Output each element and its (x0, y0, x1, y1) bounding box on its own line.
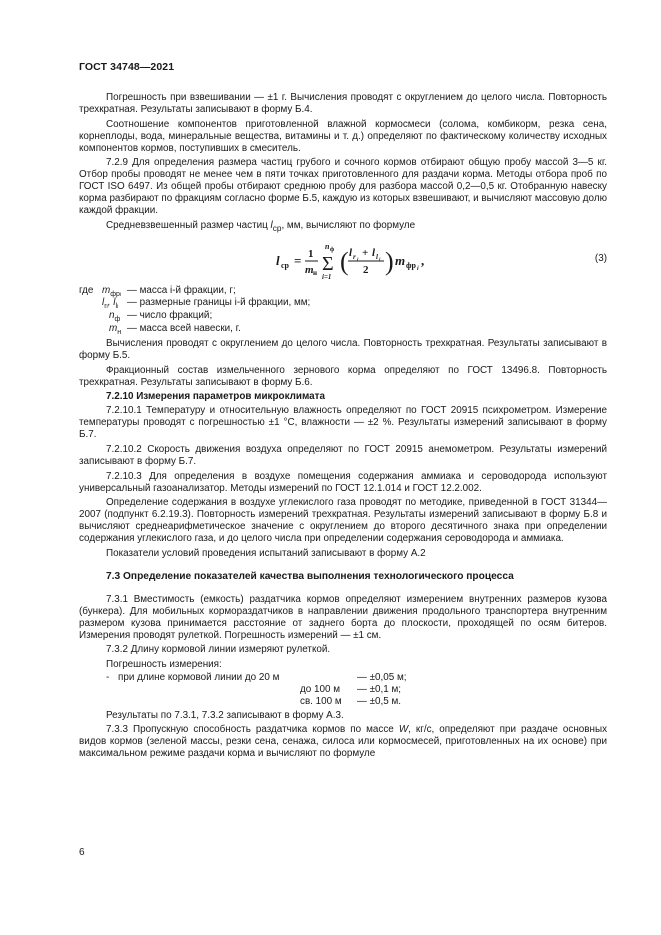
formula-sigma: Σ (322, 252, 334, 275)
formula-den: 2 (363, 263, 369, 276)
legend-symbol: $m_н$ (109, 322, 122, 336)
error-label: до 100 м (300, 683, 341, 695)
error-row (79, 672, 607, 684)
paragraph: 7.2.10.1 Температуру и относительную влажность определяют по ГОСТ 20915 психрометром. Измерение температуры проводят с погрешностью ±1 °С, влажности — ±2 %. Результаты измерений записывают в форму Б.7. (79, 405, 607, 441)
formula-sum-upper-sub: ф (330, 246, 335, 253)
legend-symbol: $m_{фрi}$ (102, 284, 122, 298)
error-row (79, 696, 607, 708)
paragraph: Погрешность измерения: (106, 658, 222, 670)
formula-equals: = (294, 252, 302, 268)
legend-where-word: где (79, 284, 94, 296)
paragraph: 7.3.3 Пропускную способность раздатчика кормов по массе W, кг/с, определяют при раздаче основных видов кормов (зеленой массы, резки сена, сенажа, силоса или кормосмесей, приготовленных на их основе) при максимальном режиме раздачи корма и вычисляют по формуле (79, 724, 608, 760)
formula-sum-lower: i=1 (322, 272, 332, 280)
legend-definition: — масса i-й фракции, г; (127, 284, 236, 296)
paragraph: Вычисления проводят с округлением до целого числа. Повторность трехкратная. Результаты записывают в форму Б.5. (79, 338, 607, 362)
formula-plus: + (362, 246, 369, 259)
error-bullet: - (106, 671, 110, 683)
paragraph: Погрешность при взвешивании — ±1 г. Вычисления проводят с округлением до целого числа. Повторность трехкратная. Результаты записывают в форму Б.4. (79, 92, 607, 115)
section-heading: 7.3 Определение показателей качества выполнения технологического процесса (106, 570, 514, 582)
formula-paren-open: ( (340, 246, 349, 276)
formula-tail-subsub: i (417, 265, 419, 272)
formula-tail: m (395, 252, 406, 268)
paragraph: 7.2.9 Для определения размера частиц грубого и сочного кормов отбирают общую пробу массой 3—5 кг. Отбор пробы проводят не менее чем в пяти точках приготовленного для раздачи корма. Методы отбора проб по ГОСТ ISO 6497. Из общей пробы отбирают среднюю пробу для разбора массой 0,2—0,5 кг. Отобранную навеску корма разбирают по фракциям согласно форме Б.5, каждую из которых взвешивают, и вычисляют массовую долю каждой фракции. (79, 157, 608, 217)
error-value: — ±0,5 м. (357, 695, 402, 707)
legend-row (79, 297, 607, 310)
paragraph: 7.3.2 Длину кормовой линии измеряют рулеткой. (106, 644, 331, 656)
legend-row (79, 285, 607, 298)
formula-tail-sub: фр (406, 260, 416, 270)
formula-num-b-sub: l (376, 252, 378, 261)
error-label: св. 100 м (300, 695, 342, 707)
formula-paren-close: ) (385, 246, 394, 276)
paragraph: Соотношение компонентов приготовленной влажной кормосмеси (солома, комбикорм, резка сена, корнеплоды, вода, минеральные вещества, витамины и т. д.) определяют по фактическому количеству исходных компонентов кормов, поступивших в смеситель. (79, 118, 607, 154)
formula-num-a-sub: r (353, 252, 356, 261)
formula-3 (276, 240, 516, 280)
formula-num-a: l (349, 246, 353, 259)
legend-definition: — масса всей навески, г. (127, 322, 241, 334)
legend-definition: — число фракций; (127, 309, 213, 321)
formula-lhs: l (276, 252, 280, 268)
section-heading: 7.2.10 Измерения параметров микроклимата (106, 391, 325, 403)
legend-row (79, 310, 607, 323)
paragraph: Фракционный состав измельченного зернового корма определяют по ГОСТ 13496.8. Повторность трехкратная. Результаты записывают в форму Б.6. (79, 364, 607, 388)
formula-number: (3) (594, 252, 607, 264)
formula-lhs-sub: ср (281, 260, 289, 270)
formula-num-b: l (372, 246, 376, 259)
paragraph: Показатели условий проведения испытаний записывают в форму А.2 (106, 547, 426, 559)
paragraph: Результаты по 7.3.1, 7.3.2 записывают в форму А.3. (106, 709, 344, 721)
paragraph: 7.2.10.2 Скорость движения воздуха определяют по ГОСТ 20915 анемометром. Результаты измерений записывают в форму Б.7. (79, 443, 607, 467)
paragraph-formula-intro: Средневзвешенный размер частиц $l_{ср}$, мм, вычисляют по формуле (106, 219, 416, 233)
paragraph: 7.2.10.3 Для определения в воздухе помещения содержания аммиака и сероводорода используют универсальный газоанализатор. Методы измерений по ГОСТ 12.1.014 и ГОСТ 12.2.002. (79, 470, 607, 494)
error-value: — ±0,05 м; (357, 671, 407, 683)
formula-sum-upper: n (325, 241, 330, 251)
formula-frac-den-sub: н (313, 268, 318, 277)
error-row (79, 684, 607, 696)
page-number: 6 (79, 847, 85, 858)
formula-tail-comma: , (421, 252, 425, 268)
error-label: при длине кормовой линии до 20 м (118, 671, 280, 683)
legend-row (79, 323, 607, 336)
legend-symbol: $l_{ri}$, $l_{li}$ (102, 297, 119, 311)
paragraph: 7.3.1 Вместимость (емкость) раздатчика кормов определяют измерением внутренних размеров кузова (бункера). Для мобильных кормораздатчиков в направлении движения продольного транспортера внутренним размером кузова принимается расстояние от заднего борта до плоскости, проходящей по осям битеров. Измерения проводят рулеткой. Погрешность измерений — ±1 см. (79, 593, 607, 641)
formula-frac-den: m (305, 263, 314, 276)
paragraph: Определение содержания в воздухе углекислого газа проводят по методике, приведенной в ГОСТ 31344—2007 (подпункт 6.2.19.3). Повторность измерений трехкратная. Результаты измерений записывают в форму Б.8 и вычисляют среднеарифметическое значение с округлением до второго десятичного знака при определении содержания углекислого газа, и до целого числа при определении содержания сероводорода и аммиака. (79, 497, 607, 545)
document-header: ГОСТ 34748—2021 (79, 61, 175, 73)
formula-row (79, 238, 607, 282)
legend-symbol: $n_ф$ (109, 309, 121, 323)
formula-frac-num: 1 (308, 247, 314, 260)
legend-definition: — размерные границы i-й фракции, мм; (127, 297, 311, 309)
document-body (79, 92, 607, 763)
error-value: — ±0,1 м; (357, 683, 402, 695)
